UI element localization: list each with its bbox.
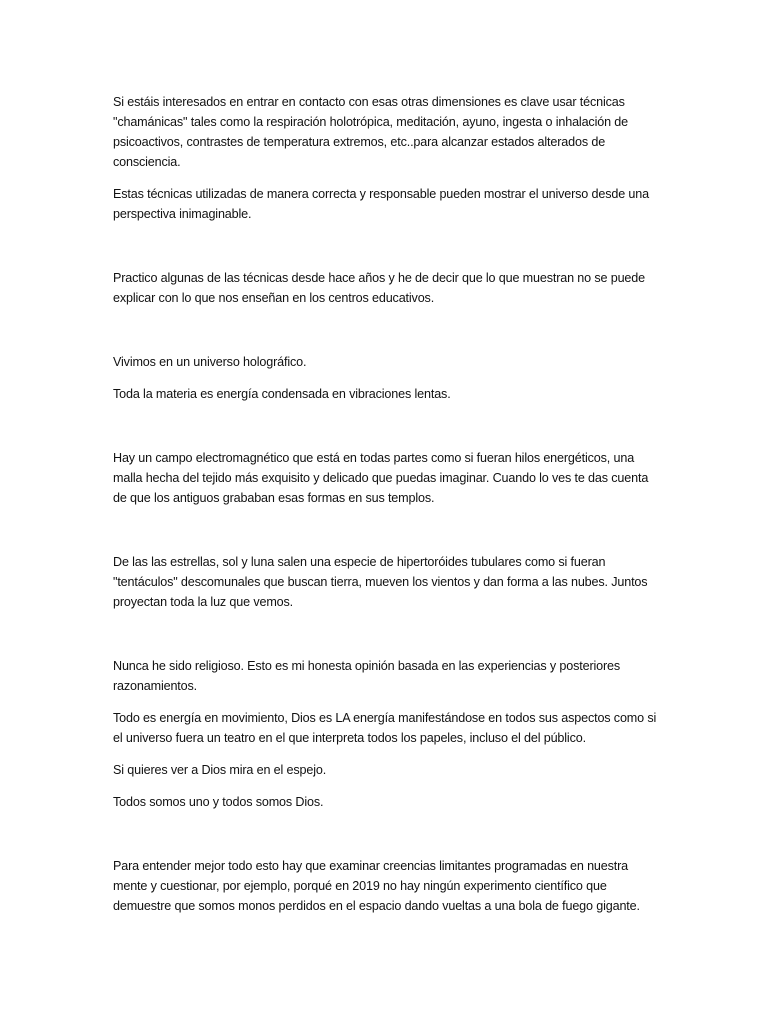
paragraph-10: Si quieres ver a Dios mira en el espejo. bbox=[113, 763, 327, 777]
paragraph-7: De las las estrellas, sol y luna salen una especie de hipertoróides tubulares como si fueran "tentáculos" descomunales que buscan tierra, mueven los vientos y dan forma a las nubes. Juntos proyectan toda la luz que vemos. bbox=[113, 555, 648, 609]
paragraph-6: Hay un campo electromagnético que está en todas partes como si fueran hilos energéticos, una malla hecha del tejido más exquisito y delicado que puedas imaginar. Cuando lo ves te das cuenta de que los antiguos grababan esas formas en sus templos. bbox=[113, 451, 649, 505]
paragraph-5: Toda la materia es energía condensada en vibraciones lentas. bbox=[113, 387, 451, 401]
document-page bbox=[113, 92, 658, 916]
paragraph-1: Si estáis interesados en entrar en contacto con esas otras dimensiones es clave usar técnicas "chamánicas" tales como la respiración holotrópica, meditación, ayuno, ingesta o inhalación de psicoactivos, contrastes de temperatura extremos, etc..para alcanzar estados alterados de consciencia. bbox=[113, 95, 628, 169]
paragraph-11: Todos somos uno y todos somos Dios. bbox=[113, 795, 324, 809]
paragraph-9: Todo es energía en movimiento, Dios es LA energía manifestándose en todos sus aspectos como si el universo fuera un teatro en el que interpreta todos los papeles, incluso el del público. bbox=[113, 711, 657, 745]
paragraph-2: Estas técnicas utilizadas de manera correcta y responsable pueden mostrar el universo desde una perspectiva inimaginable. bbox=[113, 187, 649, 221]
paragraph-12: Para entender mejor todo esto hay que examinar creencias limitantes programadas en nuestra mente y cuestionar, por ejemplo, porqué en 2019 no hay ningún experimento científico que demuestre que somos monos perdidos en el espacio dando vueltas a una bola de fuego gigante. bbox=[113, 859, 640, 913]
paragraph-4: Vivimos en un universo holográfico. bbox=[113, 355, 307, 369]
paragraph-8: Nunca he sido religioso. Esto es mi honesta opinión basada en las experiencias y posteriores razonamientos. bbox=[113, 659, 621, 693]
paragraph-3: Practico algunas de las técnicas desde hace años y he de decir que lo que muestran no se puede explicar con lo que nos enseñan en los centros educativos. bbox=[113, 271, 645, 305]
